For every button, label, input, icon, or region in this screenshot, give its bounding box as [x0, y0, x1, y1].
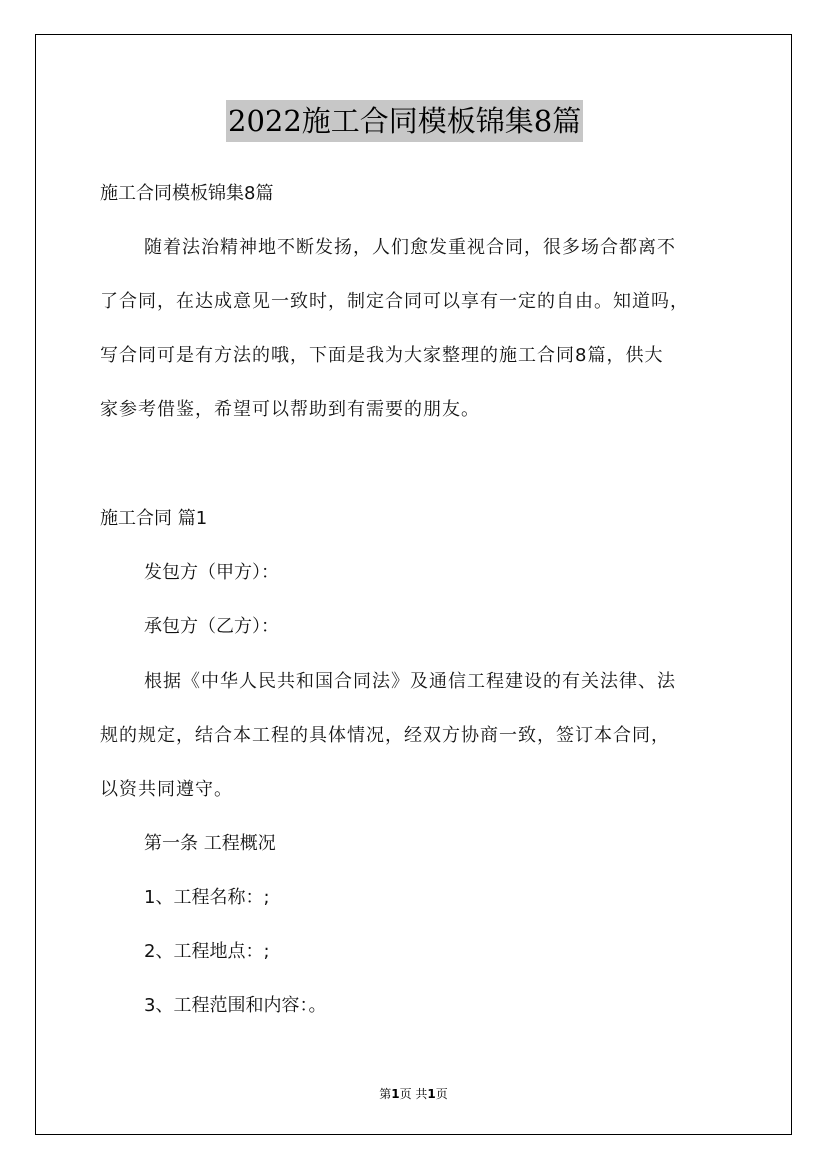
intro-line-3: 写合同可是有方法的哦，下面是我为大家整理的施工合同8篇，供大: [100, 345, 664, 366]
section-heading: 施工合同 篇1: [100, 508, 208, 529]
list-item: 2、工程地点：;: [144, 941, 270, 962]
party-b-line: 承包方（乙方）：: [144, 616, 279, 637]
basis-line-1: 根据《中华人民共和国合同法》及通信工程建设的有关法律、法: [144, 671, 676, 692]
document-title: 2022施工合同模板锦集8篇: [226, 100, 583, 142]
party-a-line: 发包方（甲方）：: [144, 562, 279, 583]
intro-line-2: 了合同，在达成意见一致时，制定合同可以享有一定的自由。知道吗，: [100, 291, 689, 312]
article-1-heading: 第一条 工程概况: [144, 833, 276, 854]
document-subtitle: 施工合同模板锦集8篇: [100, 183, 274, 204]
footer-page-prefix: 第: [379, 1087, 392, 1101]
footer-page-suffix: 页: [435, 1087, 448, 1101]
intro-line-1: 随着法治精神地不断发扬，人们愈发重视合同，很多场合都离不: [144, 237, 676, 258]
footer-page-number: 1: [391, 1087, 400, 1101]
list-item: 1、工程名称：;: [144, 887, 270, 908]
basis-line-2: 规的规定，结合本工程的具体情况，经双方协商一致，签订本合同，: [100, 725, 670, 746]
basis-line-3: 以资共同遵守。: [100, 779, 233, 800]
list-item: 3、工程范围和内容：。: [144, 995, 327, 1016]
intro-line-4: 家参考借鉴，希望可以帮助到有需要的朋友。: [100, 399, 480, 420]
footer-total-pages: 1: [427, 1087, 436, 1101]
page-footer: [0, 1085, 827, 1102]
footer-page-mid: 页 共: [399, 1087, 428, 1101]
